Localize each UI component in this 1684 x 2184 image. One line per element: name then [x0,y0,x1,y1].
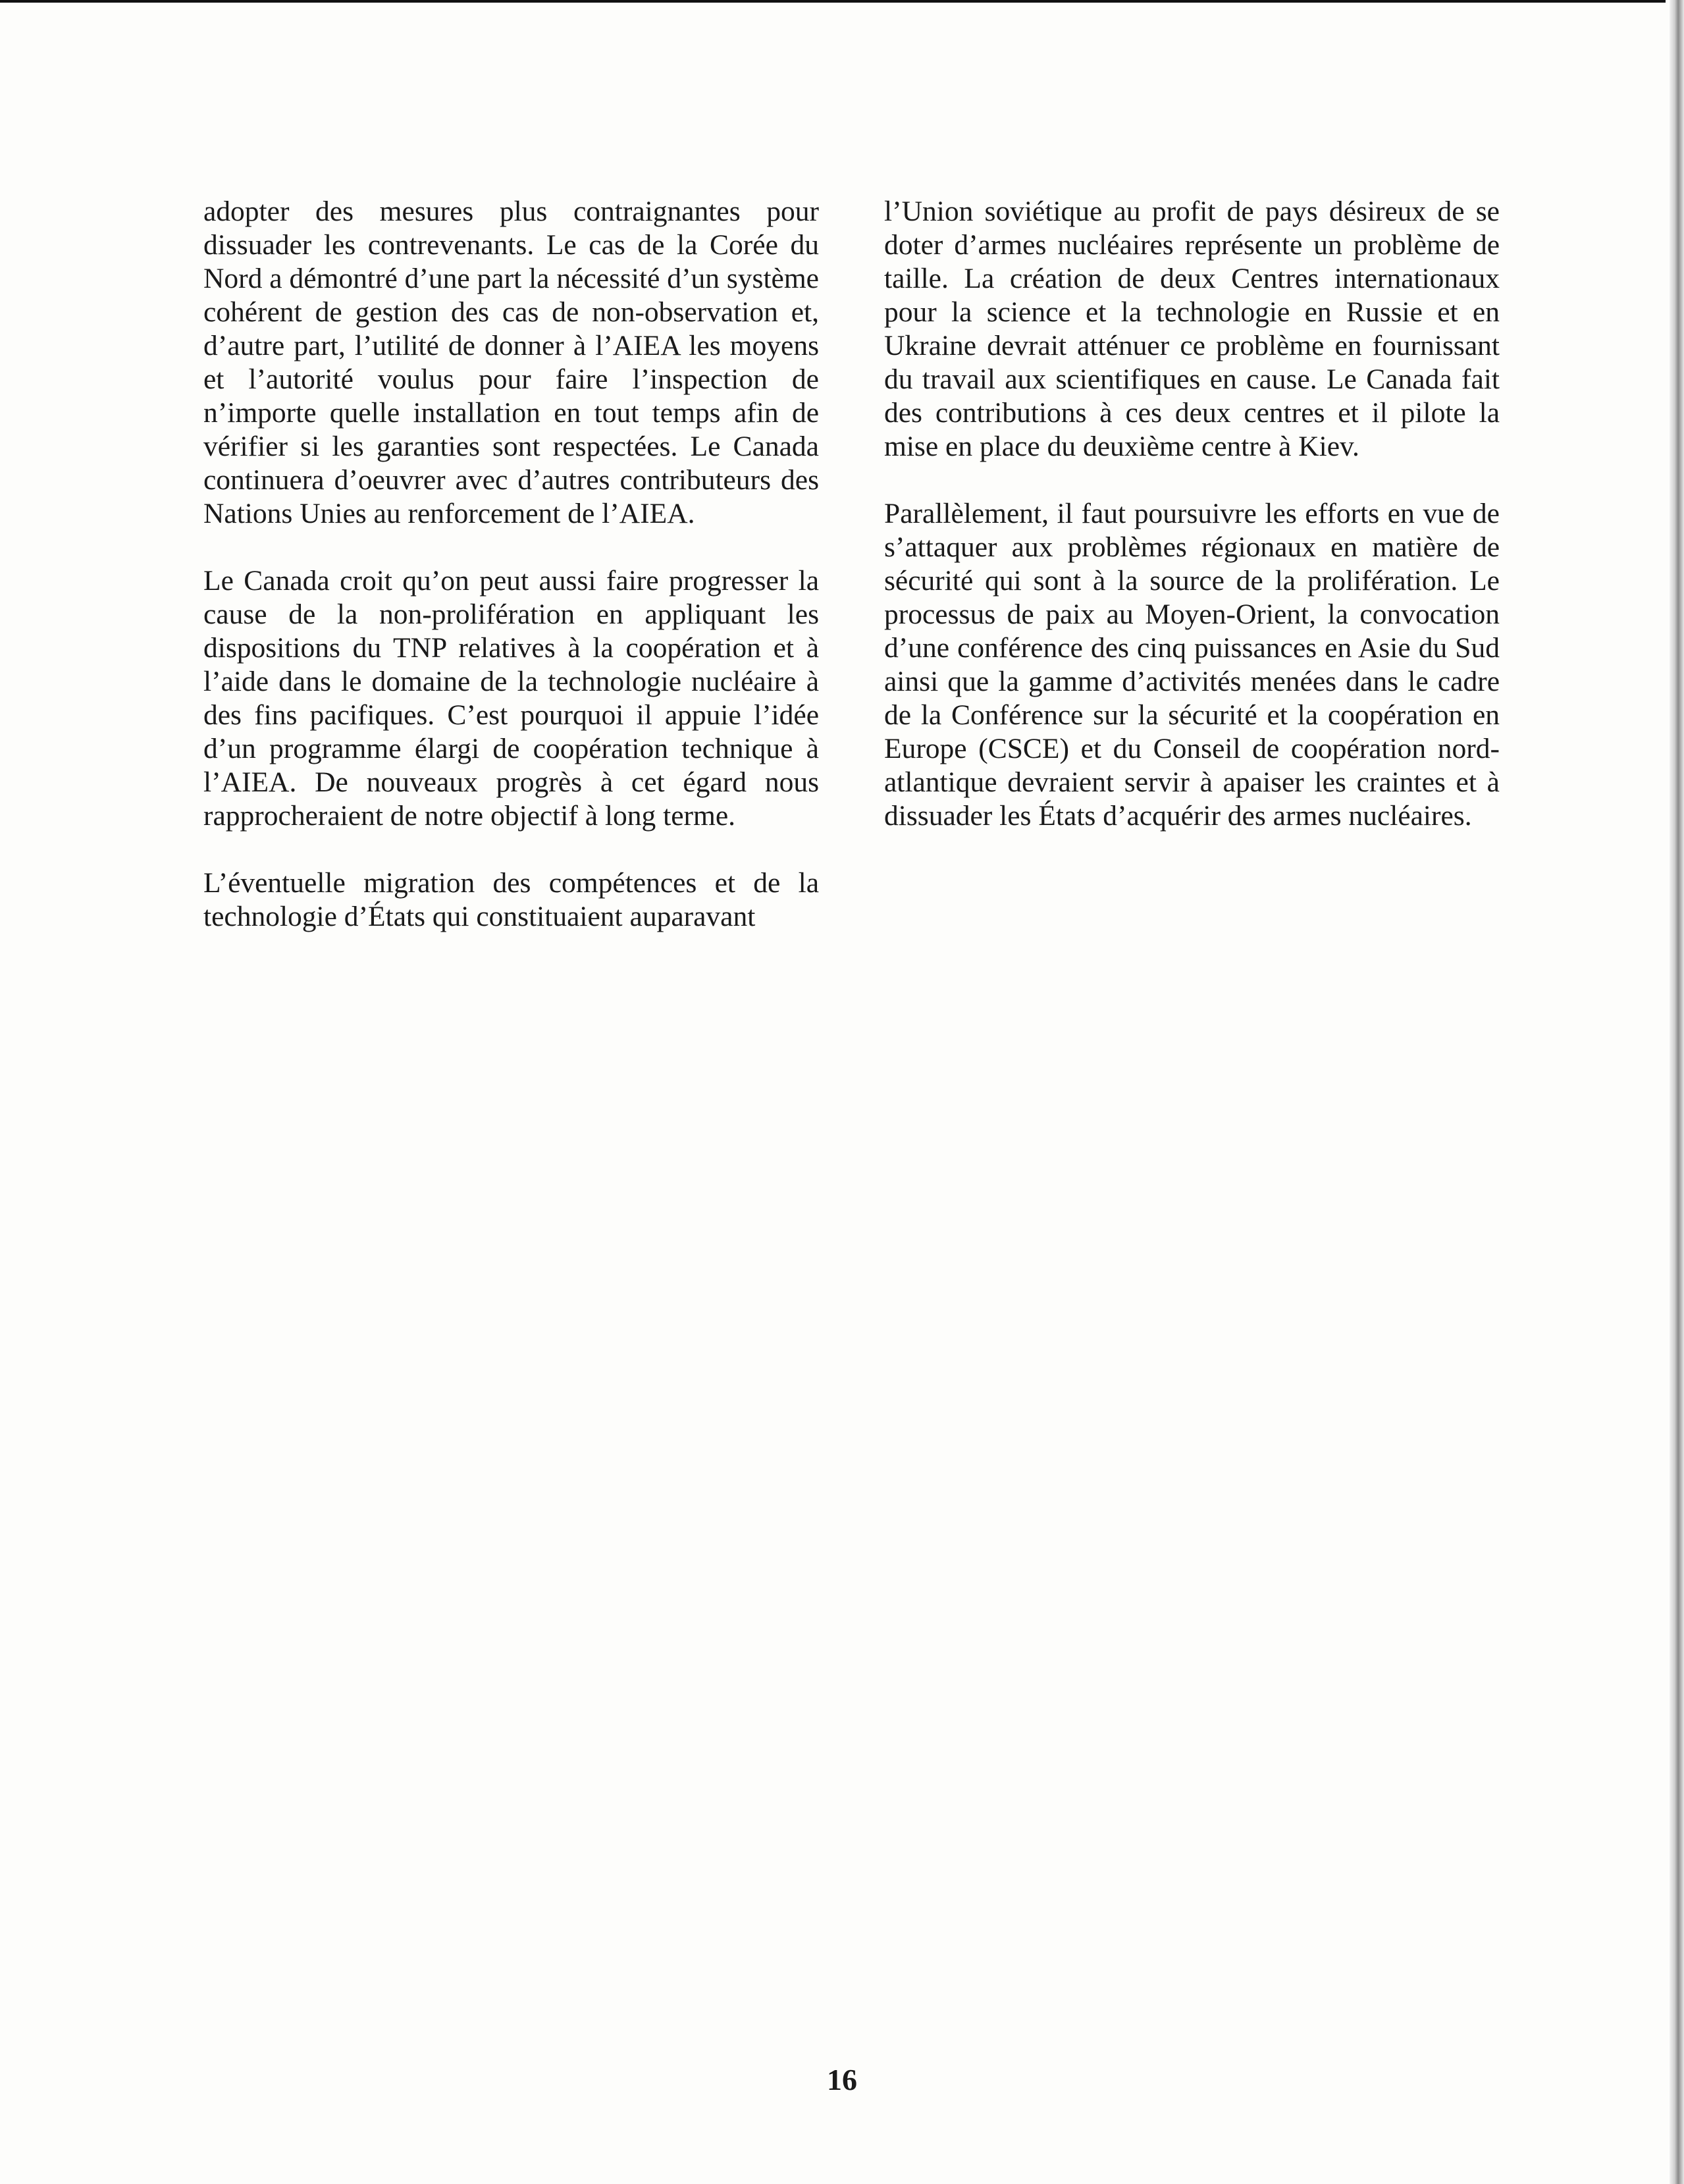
paragraph: Parallèlement, il faut poursuivre les efforts en vue de s’attaquer aux problèmes régionaux en matière de sécurité qui sont à la source de la prolifération. Le processus de paix au Moyen-Orient, la convocation d’une conférence des cinq puissances en Asie du Sud ainsi que la gamme d’activités menées dans le cadre de la Conférence sur la sécurité et la coopération en Europe (CSCE) et du Conseil de coopération nord-atlantique devraient servir à apaiser les craintes et à dissuader les États d’acquérir des armes nucléaires. [884,498,1500,832]
page-number: 16 [827,2063,857,2096]
scan-edge-top [0,0,1666,3]
paragraph: L’éventuelle migration des compétences et de la technologie d’États qui constituaient auparavant [203,867,819,932]
scan-edge-right [1670,0,1684,2184]
right-column [884,195,1500,866]
paragraph: l’Union soviétique au profit de pays désireux de se doter d’armes nucléaires représente un problème de taille. La création de deux Centres internationaux pour la science et la technologie en Russie et en Ukraine devrait atténuer ce problème en fournissant du travail aux scientifiques en cause. Le Canada fait des contributions à ces deux centres et il pilote la mise en place du deuxième centre à Kiev. [884,196,1500,462]
paragraph: adopter des mesures plus contraignantes pour dissuader les contrevenants. Le cas de la Corée du Nord a démontré d’une part la nécessité d’un système cohérent de gestion des cas de non-observation et, d’autre part, l’utilité de donner à l’AIEA les moyens et l’autorité voulus pour faire l’inspection de n’importe quelle installation en tout temps afin de vérifier si les garanties sont respectées. Le Canada continuera d’oeuvrer avec d’autres contributeurs des Nations Unies au renforcement de l’AIEA. [203,196,819,529]
paragraph: Le Canada croit qu’on peut aussi faire progresser la cause de la non-prolifération en appliquant les dispositions du TNP relatives à la coopération et à l’aide dans le domaine de la technologie nucléaire à des fins pacifiques. C’est pourquoi il appuie l’idée d’un programme élargi de coopération technique à l’AIEA. De nouveaux progrès à cet égard nous rapprocheraient de notre objectif à long terme. [203,565,819,832]
left-column [203,195,819,967]
